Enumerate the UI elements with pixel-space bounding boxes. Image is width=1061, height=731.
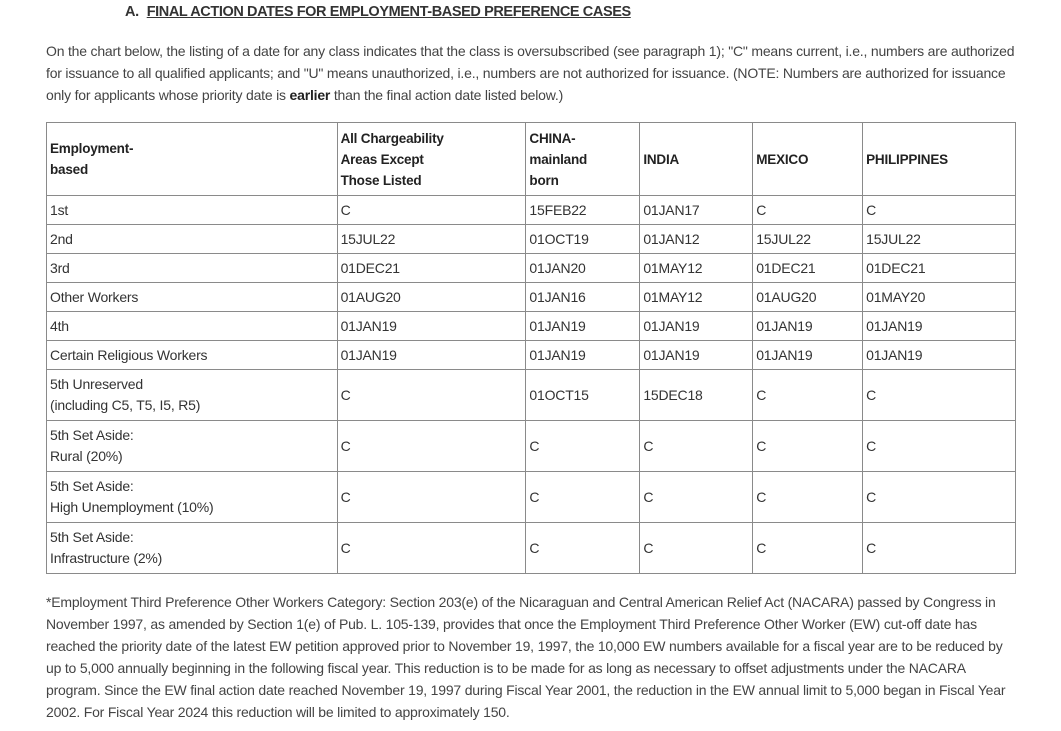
cell: 15FEB22 (526, 196, 640, 225)
cell: C (526, 523, 640, 574)
row-category: 1st (47, 196, 338, 225)
cell: 01JAN19 (863, 341, 1016, 370)
cell: C (863, 472, 1016, 523)
row-category: 4th (47, 312, 338, 341)
row-category: 5th Set Aside: Rural (20%) (47, 421, 338, 472)
header-india: INDIA (640, 123, 753, 196)
section-heading (125, 4, 631, 20)
cell: C (863, 523, 1016, 574)
table-row (47, 472, 1016, 523)
cell: 01DEC21 (863, 254, 1016, 283)
cell: C (337, 421, 526, 472)
cell: 15JUL22 (337, 225, 526, 254)
cell: 01JAN19 (753, 312, 863, 341)
intro-bold-word: earlier (289, 87, 331, 103)
row-category: 5th Set Aside: High Unemployment (10%) (47, 472, 338, 523)
table-row (47, 196, 1016, 225)
cell: 01AUG20 (753, 283, 863, 312)
cell: 01OCT19 (526, 225, 640, 254)
row-category: 2nd (47, 225, 338, 254)
intro-paragraph (46, 40, 1021, 106)
table-row (47, 421, 1016, 472)
cell: 15JUL22 (753, 225, 863, 254)
header-china: CHINA-mainland born (526, 123, 640, 196)
cell: 01JAN17 (640, 196, 753, 225)
intro-text-end: than the final action date listed below.) (330, 87, 564, 103)
cell: 01JAN19 (863, 312, 1016, 341)
cell: 01JAN19 (337, 341, 526, 370)
cell: C (337, 370, 526, 421)
cell: C (863, 421, 1016, 472)
cell: C (753, 421, 863, 472)
row-category: 3rd (47, 254, 338, 283)
cell: C (640, 523, 753, 574)
cell: 01AUG20 (337, 283, 526, 312)
section-letter: A. (125, 4, 139, 20)
cell: C (640, 421, 753, 472)
cell: C (337, 196, 526, 225)
row-category: Other Workers (47, 283, 338, 312)
row-category: 5th Set Aside: Infrastructure (2%) (47, 523, 338, 574)
cell: 15JUL22 (863, 225, 1016, 254)
cell: 01MAY12 (640, 254, 753, 283)
row-category: Certain Religious Workers (47, 341, 338, 370)
footnote-paragraph: *Employment Third Preference Other Workers Category: Section 203(e) of the Nicaraguan and Central American Relief Act (NACARA) passed by Congress in November 1997, as amended by Section 1(e) of Pub. L. 105-139, provides that once the Employment Third Preference Other Worker (EW) cut-off date has reached the priority date of the latest EW petition approved prior to November 19, 1997, the 10,000 EW numbers available for a fiscal year are to be reduced by up to 5,000 annually beginning in the following fiscal year. This reduction is to be made for as long as necessary to offset adjustments under the NACARA program. Since the EW final action date reached November 19, 1997 during Fiscal Year 2001, the reduction in the EW annual limit to 5,000 began in Fiscal Year 2002. For Fiscal Year 2024 this reduction will be limited to approximately 150. (46, 594, 1006, 720)
intro-text: On the chart below, the listing of a date for any class indicates that the class is oversubscribed (see paragraph 1); "C" means current, i.e., numbers are authorized for issuance to all qualified applicants; and "U" means unauthorized, i.e., numbers are not authorized for issuance. (NOTE: Numbers are authorized for issuance only for applicants whose priority date is (46, 43, 1015, 103)
cell: C (526, 421, 640, 472)
section-title: FINAL ACTION DATES FOR EMPLOYMENT-BASED PREFERENCE CASES (146, 4, 631, 20)
table-row (47, 225, 1016, 254)
cell: 01JAN19 (526, 341, 640, 370)
cell: 01JAN16 (526, 283, 640, 312)
table-row (47, 523, 1016, 574)
header-employment-based: Employment-based (47, 123, 338, 196)
header-philippines: PHILIPPINES (863, 123, 1016, 196)
cell: 01JAN19 (337, 312, 526, 341)
cell: 15DEC18 (640, 370, 753, 421)
cell: 01JAN20 (526, 254, 640, 283)
cell: C (526, 472, 640, 523)
table-row (47, 283, 1016, 312)
cell: 01MAY20 (863, 283, 1016, 312)
table-row (47, 341, 1016, 370)
cell: 01JAN19 (526, 312, 640, 341)
header-all-chargeability: All Chargeability Areas Except Those Listed (337, 123, 526, 196)
cell: C (640, 472, 753, 523)
cell: C (753, 472, 863, 523)
table-row (47, 370, 1016, 421)
cell: C (753, 370, 863, 421)
cell: C (863, 370, 1016, 421)
table-row (47, 312, 1016, 341)
cell: 01DEC21 (753, 254, 863, 283)
cell: C (337, 472, 526, 523)
cell: 01OCT15 (526, 370, 640, 421)
cell: C (337, 523, 526, 574)
header-mexico: MEXICO (753, 123, 863, 196)
cell: 01MAY12 (640, 283, 753, 312)
cell: C (753, 523, 863, 574)
cell: 01JAN19 (753, 341, 863, 370)
cell: 01JAN19 (640, 312, 753, 341)
table-header-row (47, 123, 1016, 196)
cell: C (863, 196, 1016, 225)
final-action-dates-table (46, 122, 1016, 574)
cell: C (753, 196, 863, 225)
cell: 01DEC21 (337, 254, 526, 283)
cell: 01JAN12 (640, 225, 753, 254)
cell: 01JAN19 (640, 341, 753, 370)
table-row (47, 254, 1016, 283)
row-category: 5th Unreserved (including C5, T5, I5, R5) (47, 370, 338, 421)
